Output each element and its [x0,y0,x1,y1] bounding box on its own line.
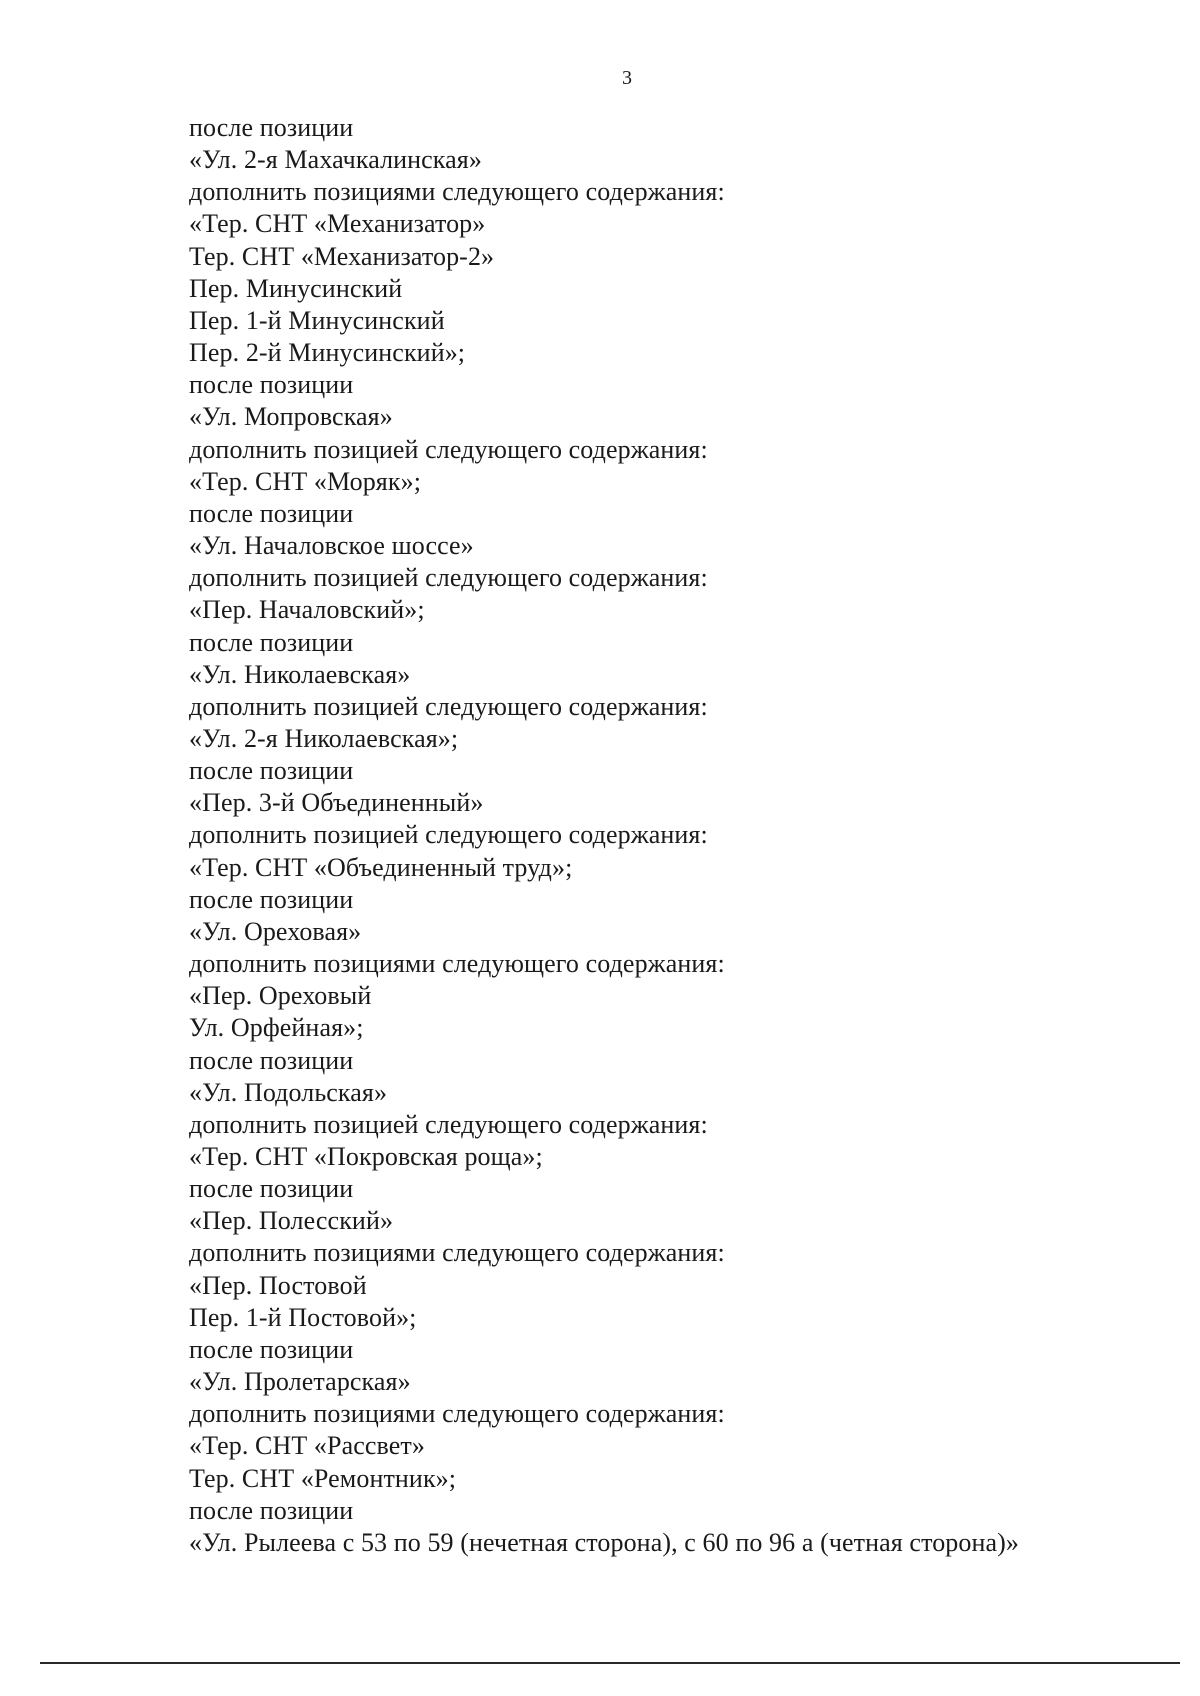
document-line: «Ул. 2-я Николаевская»; [189,723,459,753]
document-line: дополнить позициями следующего содержания: [189,1238,725,1268]
document-line: после позиции [189,498,354,528]
document-line: «Ул. Подольская» [189,1077,388,1107]
document-line: Пер. Минусинский [189,273,403,303]
document-line: «Ул. Рылеева с 53 по 59 (нечетная сторона), с 60 по 96 а (четная сторона)» [189,1527,1020,1557]
document-line: дополнить позициями следующего содержания: [189,1399,725,1429]
document-line: «Тер. СНТ «Рассвет» [189,1431,425,1461]
document-line: после позиции [189,756,354,786]
document-line: после позиции [189,1334,354,1364]
document-line: Тер. СНТ «Механизатор-2» [189,241,495,271]
document-line: Пер. 1-й Постовой»; [189,1302,417,1332]
document-line: «Пер. Постовой [189,1270,367,1300]
document-line: Пер. 2-й Минусинский»; [189,338,466,368]
document-line: «Ул. Началовское шоссе» [189,531,474,561]
document-line: «Тер. СНТ «Моряк»; [189,466,422,496]
document-line: дополнить позицией следующего содержания: [189,1109,708,1139]
document-line: дополнить позицией следующего содержания: [189,434,708,464]
document-line: «Ул. Пролетарская» [189,1367,411,1397]
document-line: «Пер. Полесский» [189,1206,394,1236]
document-line: «Ул. Ореховая» [189,916,362,946]
document-line: после позиции [189,627,354,657]
document-line: после позиции [189,113,354,142]
document-line: «Ул. Мопровская» [189,402,393,432]
document-line: «Пер. 3-й Объединенный» [189,788,484,818]
document-line: «Тер. СНТ «Объединенный труд»; [189,852,573,882]
document-line: после позиции [189,1174,354,1204]
document-line: «Ул. Николаевская» [189,659,411,689]
document-line: дополнить позициями следующего содержания: [189,949,725,979]
document-line: «Пер. Началовский»; [189,595,425,625]
document-line: после позиции [189,370,354,400]
document-line: после позиции [189,884,354,914]
document-line: Пер. 1-й Минусинский [189,305,445,335]
document-line: после позиции [189,1495,354,1525]
document-line: дополнить позицией следующего содержания: [189,820,708,850]
document-line: дополнить позицией следующего содержания: [189,563,708,593]
document-line: «Пер. Ореховый [189,981,372,1011]
page-number: 3 [622,67,632,89]
document-line: Ул. Орфейная»; [189,1013,364,1043]
document-body [189,112,1189,1559]
document-line: «Тер. СНТ «Механизатор» [189,209,486,239]
document-line: Тер. СНТ «Ремонтник»; [189,1463,457,1493]
document-line: после позиции [189,1045,354,1075]
document-line: дополнить позицией следующего содержания: [189,691,708,721]
bottom-divider [40,1662,1180,1664]
document-line: «Тер. СНТ «Покровская роща»; [189,1142,543,1171]
document-line: дополнить позициями следующего содержания: [189,177,725,207]
document-line: «Ул. 2-я Махачкалинская» [189,145,482,175]
